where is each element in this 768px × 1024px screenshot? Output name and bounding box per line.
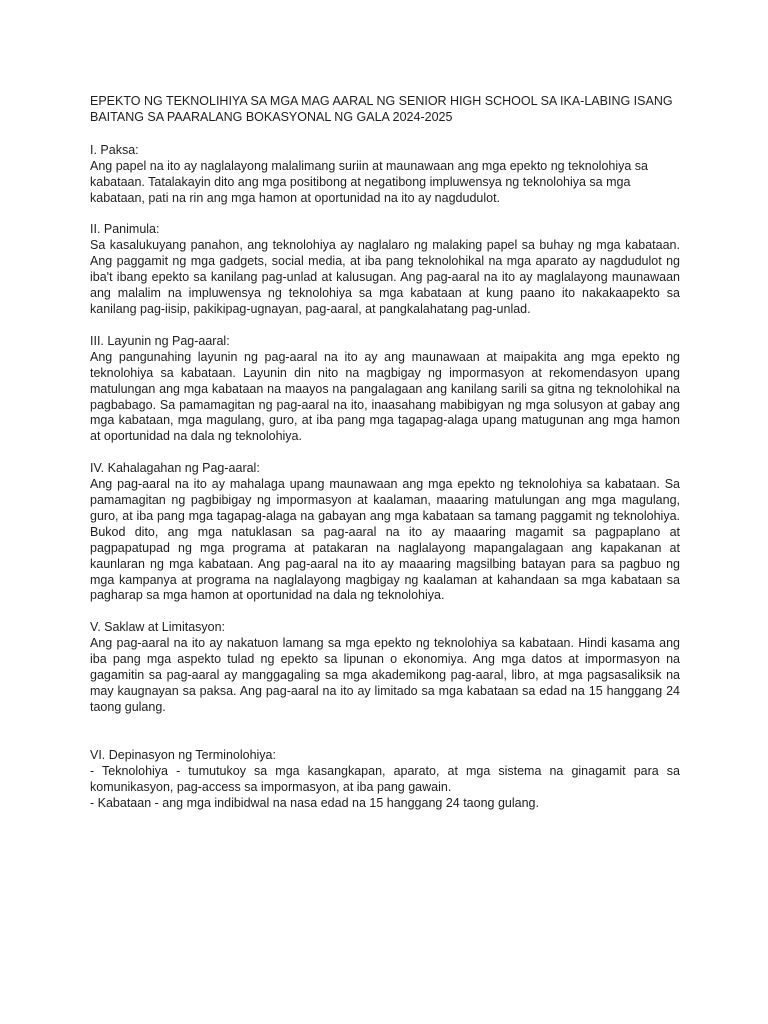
section-heading: II. Panimula:: [90, 222, 160, 237]
section-body: Ang pag-aaral na ito ay mahalaga upang maunawaan ang mga epekto ng teknolohiya sa kabataan. Sa pamamagitan ng pagbibigay ng impormasyon at kaalaman, maaaring matulungan ang mga magulang, guro, at iba pang mga tagapag-alaga na gabayan ang mga kabataan sa tamang paggamit ng teknolohiya. Bukod dito, ang mga natuklasan sa pag-aaral na ito ay maaaring magamit sa pagpaplano at pagpapatupad ng mga programa at patakaran na naglalayong mapangalagaan ang kapakanan at kaunlaran ng mga kabataan. Ang pag-aaral na ito ay maaaring magsilbing batayan para sa pagbuo ng mga kampanya at programa na naglalayong magbigay ng kaalaman at kahandaan sa mga kabataan sa pagharap sa mga hamon at oportunidad na dala ng teknolohiya.: [90, 477, 680, 603]
section-heading: IV. Kahalagahan ng Pag-aaral:: [90, 461, 260, 476]
section-kahalagahan: [90, 461, 680, 604]
document-title: EPEKTO NG TEKNOLIHIYA SA MGA MAG AARAL NG SENIOR HIGH SCHOOL SA IKA-LABING ISANG BAITANG SA PAARALANG BOKASYONAL NG GALA 2024-2025: [90, 94, 673, 124]
section-heading: VI. Depinasyon ng Terminolohiya:: [90, 747, 276, 762]
section-layunin: [90, 334, 680, 445]
definitions-list: [90, 764, 680, 812]
section-heading: I. Paksa:: [90, 142, 139, 157]
definition-item: - Kabataan - ang mga indibidwal na nasa edad na 15 hanggang 24 taong gulang.: [90, 795, 539, 810]
section-body: Ang pangunahing layunin ng pag-aaral na ito ay ang maunawaan at maipakita ang mga epekto ng teknolohiya sa kabataan. Layunin din nito na magbigay ng impormasyon at rekomendasyon upang matulungan ang mga kabataan na maayos na pangalagaan ang kanilang sarili sa gitna ng teknolohikal na pagbabago. Sa pamamagitan ng pag-aaral na ito, inaasahang mabibigyan ng mga solusyon at gabay ang mga kabataan, mga magulang, guro, at iba pang mga tagapag-alaga upang matugunan ang mga hamon at oportunidad na dala ng teknolohiya.: [90, 349, 680, 444]
section-body: Ang papel na ito ay naglalayong malalimang suriin at maunawaan ang mga epekto ng teknolohiya sa kabataan. Tatalakayin dito ang mga positibong at negatibong impluwensya ng teknolohiya sa mga kabataan, pati na rin ang mga hamon at oportunidad na ito ay nagdudulot.: [90, 158, 649, 205]
section-depinasyon: [90, 748, 680, 812]
section-body: Sa kasalukuyang panahon, ang teknolohiya ay naglalaro ng malaking papel sa buhay ng mga kabataan. Ang paggamit ng mga gadgets, social media, at iba pang teknolohikal na mga aparato ay nagdudulot ng iba't ibang epekto sa kanilang pag-unlad at kalusugan. Ang pag-aaral na ito ay maglalayong maunawaan ang malalim na impluwensya ng teknolohiya sa mga kabataan at kung paano ito nakakaapekto sa kanilang pag-iisip, pakikipag-ugnayan, pag-aaral, at pangkalahatang pag-unlad.: [90, 238, 680, 316]
definition-item: - Teknolohiya - tumutukoy sa mga kasangkapan, aparato, at mga sistema na ginagamit para sa komunikasyon, pag-access sa impormasyon, at iba pang gawain.: [90, 763, 680, 794]
section-heading: III. Layunin ng Pag-aaral:: [90, 333, 230, 348]
document-page: [90, 94, 680, 827]
section-panimula: [90, 222, 680, 317]
section-heading: V. Saklaw at Limitasyon:: [90, 620, 226, 635]
section-saklaw: [90, 620, 680, 715]
section-body: Ang pag-aaral na ito ay nakatuon lamang sa mga epekto ng teknolohiya sa kabataan. Hindi kasama ang iba pang mga aspekto tulad ng epekto sa lipunan o ekonomiya. Ang mga datos at impormasyon na gagamitin sa pag-aaral ay manggagaling sa mga akademikong pag-aaral, libro, at mga pagsasaliksik na may kaugnayan sa paksa. Ang pag-aaral na ito ay limitado sa mga kabataan sa edad na 15 hanggang 24 taong gulang.: [90, 636, 680, 714]
section-paksa: [90, 143, 680, 207]
